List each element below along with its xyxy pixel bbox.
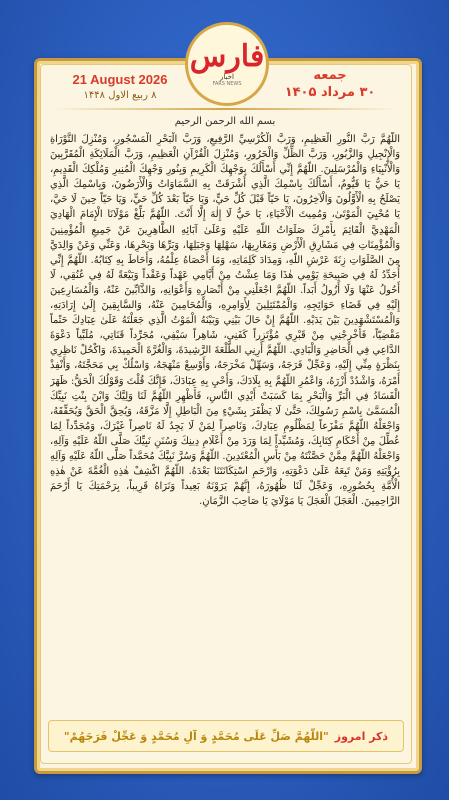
header-divider	[52, 108, 398, 110]
hijri-date: ۸ ربیع الاول ۱۴۴۸	[83, 90, 157, 101]
zekr-label: ذکر امروز	[334, 729, 389, 743]
date-block-left	[60, 72, 180, 101]
date-block-right	[270, 68, 390, 100]
zekr-text: "اللّهُمَّ صَلِّ عَلَى مُحَمَّدٍ وَ آلِ مُحَمَّدٍ وَ عَجِّلْ فَرَجَهُمْ"	[63, 729, 329, 743]
shamsi-date: ۳۰ مرداد ۱۴۰۵	[284, 85, 376, 100]
prayer-text: اللّهُمَّ رَبَّ النُّورِ الْعَظِيمِ، وَرَبَّ الْكُرْسِيِّ الرَّفِيعِ، وَرَبَّ الْبَحْرِ الْمَسْجُورِ، وَمُنْزِلَ التَّوْرَاةِ وَالْإِنْجِيلِ وَالزَّبُورِ، وَرَبَّ الظِّلِّ وَالْحَرُورِ، وَمُنْزِلَ الْقُرْآنِ الْعَظِيمِ، وَرَبَّ الْمَلَائِكَةِ الْمُقَرَّبِينَ وَالْأَنْبِيَاءِ وَالْمُرْسَلِينَ. اللّهُمَّ إِنِّي أَسْأَلُكَ بِوَجْهِكَ الْكَرِيمِ وَبِنُورِ وَجْهِكَ الْمُنِيرِ وَمُلْكِكَ الْقَدِيمِ، يَا حَيُّ يَا قَيُّومُ، أَسْأَلُكَ بِاسْمِكَ الَّذِي أَشْرَقَتْ بِهِ السَّمَاوَاتُ وَالْأَرَضُونَ، وَبِاسْمِكَ الَّذِي يَصْلَحُ بِهِ الْأَوَّلُونَ وَالْآخِرُونَ، يَا حَيّاً قَبْلَ كُلِّ حَيٍّ، وَيَا حَيّاً بَعْدَ كُلِّ حَيٍّ، وَيَا حَيّاً حِينَ لَا حَيَّ، يَا مُحْيِيَ الْمَوْتَىٰ، وَمُمِيتَ الْأَحْيَاءِ، يَا حَيُّ لَا إِلٰهَ إِلَّا أَنْتَ. اللّهُمَّ بَلِّغْ مَوْلَانَا الْإِمَامَ الْهَادِيَ الْمَهْدِيَّ الْقَائِمَ بِأَمْرِكَ صَلَوَاتُ اللّهِ عَلَيْهِ وَعَلَىٰ آبَائِهِ الطَّاهِرِينَ عَنْ جَمِيعِ الْمُؤْمِنِينَ وَالْمُؤْمِنَاتِ فِي مَشَارِقِ الْأَرْضِ وَمَغَارِبِهَا، سَهْلِهَا وَجَبَلِهَا، وَبَرِّهَا وَبَحْرِهَا، وَعَنِّي وَعَنْ وَالِدَيَّ مِنَ الصَّلَوَاتِ زِنَةَ عَرْشِ اللّهِ، وَمِدَادَ كَلِمَاتِهِ، وَمَا أَحْصَاهُ عِلْمُهُ، وَأَحَاطَ بِهِ كِتَابُهُ. اللّهُمَّ إِنِّي أُجَدِّدُ لَهُ فِي صَبِيحَةِ يَوْمِي هٰذَا وَمَا عِشْتُ مِنْ أَيَّامِي عَهْداً وَعَقْداً وَبَيْعَةً لَهُ فِي عُنُقِي، لَا أَحُولُ عَنْهَا وَلَا أَزُولُ أَبَداً. اللّهُمَّ اجْعَلْنِي مِنْ أَنْصَارِهِ وَأَعْوَانِهِ، وَالذَّابِّينَ عَنْهُ، وَالْمُسَارِعِينَ إِلَيْهِ فِي قَضَاءِ حَوَائِجِهِ، وَالْمُمْتَثِلِينَ لِأَوَامِرِهِ، وَالْمُحَامِينَ عَنْهُ، وَالسَّابِقِينَ إِلَىٰ إِرَادَتِهِ، وَالْمُسْتَشْهَدِينَ بَيْنَ يَدَيْهِ. اللّهُمَّ إِنْ حَالَ بَيْنِي وَبَيْنَهُ الْمَوْتُ الَّذِي جَعَلْتَهُ عَلَىٰ عِبَادِكَ حَتْماً مَقْضِيّاً، فَأَخْرِجْنِي مِنْ قَبْرِي مُؤْتَزِراً كَفَنِي، شَاهِراً سَيْفِي، مُجَرِّداً قَنَاتِي، مُلَبِّياً دَعْوَةَ الدَّاعِي فِي الْحَاضِرِ وَالْبَادِي. اللّهُمَّ أَرِنِي الطَّلْعَةَ الرَّشِيدَةَ، وَالْغُرَّةَ الْحَمِيدَةَ، وَاكْحُلْ نَاظِرِي بِنَظْرَةٍ مِنِّي إِلَيْهِ، وَعَجِّلْ فَرَجَهُ، وَسَهِّلْ مَخْرَجَهُ، وَأَوْسِعْ مَنْهَجَهُ، وَاسْلُكْ بِي مَحَجَّتَهُ، وَأَنْفِذْ أَمْرَهُ، وَاشْدُدْ أَزْرَهُ، وَاعْمُرِ اللّهُمَّ بِهِ بِلَادَكَ، وَأَحْيِ بِهِ عِبَادَكَ، فَإِنَّكَ قُلْتَ وَقَوْلُكَ الْحَقُّ: ظَهَرَ الْفَسَادُ فِي الْبَرِّ وَالْبَحْرِ بِمَا كَسَبَتْ أَيْدِي النَّاسِ، فَأَظْهِرِ اللّهُمَّ لَنَا وَلِيَّكَ وَابْنَ بِنْتِ نَبِيِّكَ الْمُسَمَّىٰ بِاسْمِ رَسُولِكَ، حَتَّىٰ لَا يَظْفَرَ بِشَيْءٍ مِنَ الْبَاطِلِ إِلَّا مَزَّقَهُ، وَيُحِقَّ الْحَقَّ وَيُحَقِّقَهُ، وَاجْعَلْهُ اللّهُمَّ مَفْزَعاً لِمَظْلُومِ عِبَادِكَ، وَنَاصِراً لِمَنْ لَا يَجِدُ لَهُ نَاصِراً غَيْرَكَ، وَمُجَدِّداً لِمَا عُطِّلَ مِنْ أَحْكَامِ كِتَابِكَ، وَمُشَيِّداً لِمَا وَرَدَ مِنْ أَعْلَامِ دِينِكَ وَسُنَنِ نَبِيِّكَ صَلَّى اللّهُ عَلَيْهِ وَآلِهِ، وَاجْعَلْهُ اللّهُمَّ مِمَّنْ حَصَّنْتَهُ مِنْ بَأْسِ الْمُعْتَدِينَ. اللّهُمَّ وَسُرَّ نَبِيَّكَ مُحَمَّداً صَلَّى اللّهُ عَلَيْهِ وَآلِهِ بِرُؤْيَتِهِ وَمَنْ تَبِعَهُ عَلَىٰ دَعْوَتِهِ، وَارْحَمِ اسْتِكَانَتَنَا بَعْدَهُ. اللّهُمَّ اكْشِفْ هٰذِهِ الْغُمَّةَ عَنْ هٰذِهِ الْأُمَّةِ بِحُضُورِهِ، وَعَجِّلْ لَنَا ظُهُورَهُ، إِنَّهُمْ يَرَوْنَهُ بَعِيداً وَنَرَاهُ قَرِيباً، بِرَحْمَتِكَ يَا أَرْحَمَ الرَّاحِمِينَ. الْعَجَلَ الْعَجَلَ يَا مَوْلَايَ يَا صَاحِبَ الزَّمَانِ.	[50, 134, 400, 508]
logo-latin: FARS NEWS	[212, 80, 242, 87]
basmala: بسم الله الرحمن الرحیم	[174, 116, 276, 127]
logo-subtitle: اخبار	[220, 72, 234, 81]
gregorian-date: 21 August 2026	[72, 72, 168, 87]
fars-news-logo	[185, 22, 269, 106]
daily-zekr-bar	[48, 720, 404, 752]
weekday: جمعه	[313, 68, 347, 83]
logo-wordmark: فارس	[189, 38, 265, 74]
